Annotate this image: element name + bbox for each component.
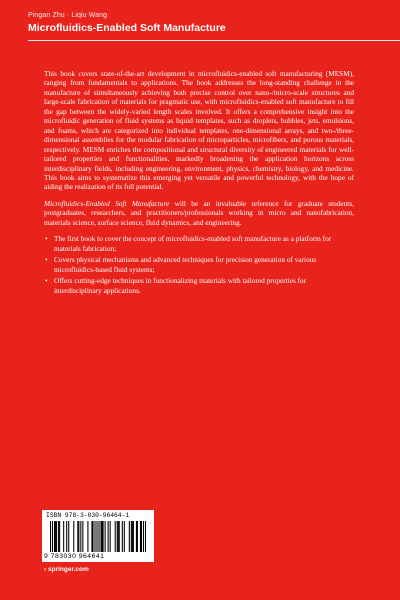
feature-item bbox=[44, 276, 354, 295]
barcode-bar bbox=[82, 521, 83, 552]
barcode-bar bbox=[92, 521, 93, 552]
bullet-icon: • bbox=[45, 276, 48, 286]
barcode-bar bbox=[77, 521, 78, 552]
barcode-bar bbox=[91, 521, 92, 552]
barcode-bar bbox=[137, 521, 138, 552]
bullet-icon: • bbox=[45, 234, 48, 244]
barcode-bar bbox=[102, 521, 103, 552]
barcode-bar bbox=[108, 521, 109, 552]
barcode-digits: 9 783030 964641 bbox=[44, 553, 105, 560]
barcode-bar bbox=[99, 521, 100, 552]
barcode-bar bbox=[145, 521, 146, 552]
barcode-bar bbox=[80, 521, 81, 552]
feature-text: Offers cutting-edge techniques in functionalizing materials with tailored properties for interdisciplinary applications. bbox=[54, 276, 307, 295]
barcode-bar bbox=[110, 521, 111, 552]
barcode-bar bbox=[94, 521, 95, 552]
barcode-bar bbox=[136, 521, 137, 552]
barcode-bar bbox=[56, 521, 57, 552]
author-names: Pingan Zhu · Liqiu Wang bbox=[28, 12, 108, 19]
barcode-bar bbox=[140, 521, 141, 552]
barcode-bar bbox=[68, 521, 69, 552]
barcode-panel bbox=[42, 510, 154, 562]
barcode-bar bbox=[50, 521, 51, 552]
isbn-label: ISBN 978-3-030-96464-1 bbox=[46, 512, 130, 519]
title-divider bbox=[28, 40, 400, 41]
book-title: Microfluidics-Enabled Soft Manufacture bbox=[28, 22, 226, 34]
barcode-icon bbox=[50, 521, 146, 552]
barcode-bar bbox=[55, 521, 56, 552]
barcode-bar bbox=[59, 521, 60, 552]
barcode-bar bbox=[115, 521, 116, 552]
blurb bbox=[44, 69, 354, 297]
barcode-bar bbox=[129, 521, 130, 552]
barcode-bar bbox=[133, 521, 134, 552]
barcode-bar bbox=[122, 521, 123, 552]
barcode-bar bbox=[66, 521, 67, 552]
blurb-title-italic: Microfluidics-Enabled Soft Manufacture bbox=[44, 198, 170, 208]
barcode-bar bbox=[119, 521, 120, 552]
barcode-bar bbox=[141, 521, 142, 552]
feature-item bbox=[44, 255, 354, 274]
blurb-paragraph-1: This book covers state-of-the-art development in microfluidics-enabled soft manufacturing (MESM), ranging from fundamentals to applications. The book addresses the long-standing challenge in the manufacture of simultaneously achieving both precise control over nano-/micro-scale structures and large-scale fabrication of materials for pragmatic use, with microfluidics-enabled soft manufacture to fill the gap between the widely-varied length scales involved. It offers a comprehensive insight into the microfluidic generation of fluid systems as liquid templates, such as droplets, bubbles, jets, emulsions, and foams, which are categorized into individual templates, one-dimensional arrays, and two-/three-dimensional assemblies for the modular fabrication of microparticles, microfibers, and porous materials, respectively. MESM enriches the compositional and structural diversity of engineered materials for well-tailored properties and functionalities, markedly broadening the application horizons across interdisciplinary fields, including engineering, environment, physics, chemistry, biology, and medicine. This book aims to systematize this emerging yet versatile and powerful technology, with the hope of aiding the realization of its full potential. bbox=[44, 69, 354, 192]
barcode-bar bbox=[118, 521, 119, 552]
feature-text: The first book to cover the concept of microfluidics-enabled soft manufacture as a platform for materials fabrication; bbox=[54, 234, 332, 253]
barcode-bar bbox=[52, 521, 53, 552]
barcode-bar bbox=[105, 521, 106, 552]
blurb-paragraph-2-text: will be an invaluable reference for graduate students, postgraduates, researchers, and practitioners/professionals working in micro and nanofabrication, materials science, surface science, fluid dynamics, and engineering. bbox=[44, 198, 354, 227]
publisher-url: › springer.com bbox=[44, 566, 89, 573]
feature-item bbox=[44, 234, 354, 253]
barcode-bar bbox=[132, 521, 133, 552]
barcode-bar bbox=[87, 521, 88, 552]
barcode-bar bbox=[143, 521, 144, 552]
barcode-bar bbox=[54, 521, 55, 552]
barcode-bar bbox=[73, 521, 74, 552]
barcode-bar bbox=[101, 521, 102, 552]
barcode-bar bbox=[131, 521, 132, 552]
barcode-bar bbox=[96, 521, 97, 552]
barcode-bar bbox=[78, 521, 79, 552]
feature-list bbox=[44, 234, 354, 295]
feature-text: Covers physical mechanisms and advanced techniques for precision generation of various microfluidics-based fluid systems; bbox=[54, 255, 317, 274]
barcode-bar bbox=[58, 521, 59, 552]
barcode-bar bbox=[124, 521, 125, 552]
barcode-bar bbox=[63, 521, 64, 552]
blurb-paragraph-2 bbox=[44, 199, 354, 227]
barcode-bar bbox=[103, 521, 104, 552]
bullet-icon: • bbox=[45, 255, 48, 265]
barcode-bar bbox=[117, 521, 118, 552]
